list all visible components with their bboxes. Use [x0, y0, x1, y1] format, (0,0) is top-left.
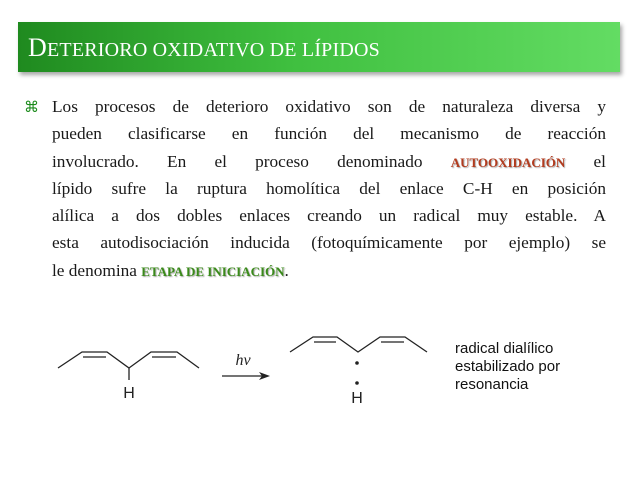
product-structure — [290, 337, 427, 352]
paragraph-line-6: esta autodisociación inducida (fotoquímicamente por ejemplo) se — [52, 233, 606, 253]
command-key-icon: ⌘ — [24, 98, 39, 116]
radical-caption — [455, 340, 560, 394]
keyword-etapa-iniciacion: ETAPA DE INICIACIÓN — [141, 263, 285, 279]
reactant-structure — [58, 352, 199, 380]
caption-line-3: resonancia — [455, 376, 529, 393]
keyword-autooxidacion: AUTOOXIDACIÓN — [450, 154, 566, 170]
caption-line-1: radical dialílico — [455, 340, 554, 357]
paragraph-line-3-start: involucrado. En el proceso denominado — [52, 151, 423, 171]
arrow-label-hv: hν — [235, 352, 251, 369]
title-initial: D — [28, 33, 47, 62]
paragraph-line-3-end: el — [593, 151, 606, 171]
reactant-hydrogen-label: H — [123, 385, 135, 402]
paragraph-line-4: lípido sufre la ruptura homolítica del enlace C-H en posición — [52, 178, 606, 198]
paragraph-line-2: pueden clasificarse en función del mecanismo de reacción — [52, 124, 606, 144]
caption-line-2: estabilizado por — [455, 358, 561, 375]
radical-dot — [355, 361, 359, 365]
title-rest: ETERIORO OXIDATIVO DE LÍPIDOS — [46, 39, 380, 61]
product-hydrogen-label: H — [351, 390, 363, 407]
paragraph-line-1: Los procesos de deterioro oxidativo son de naturaleza diversa y — [52, 97, 606, 116]
paragraph-line-7-end: . — [284, 260, 289, 280]
hydrogen-radical-dot — [355, 381, 359, 385]
paragraph-line-7-start: le denomina — [52, 260, 137, 280]
paragraph-line-5: alílica a dos dobles enlaces creando un radical muy estable. A — [52, 206, 606, 226]
